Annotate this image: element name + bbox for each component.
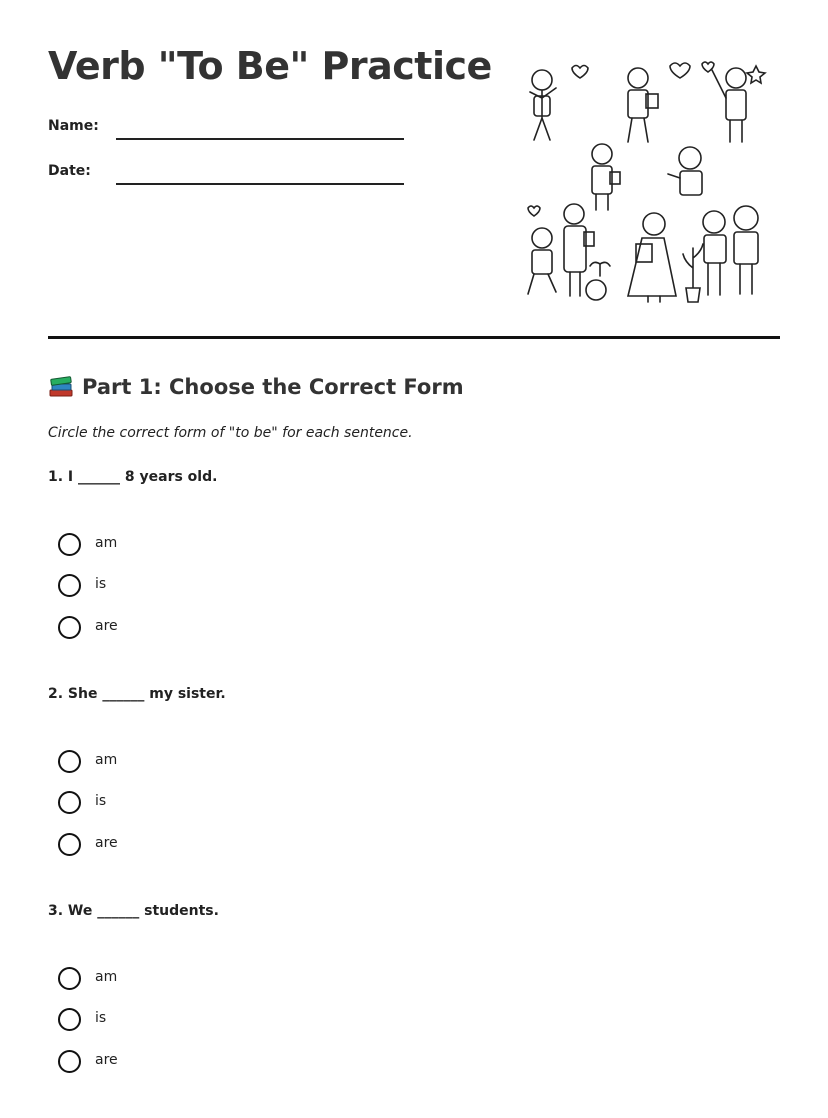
name-field[interactable] [48,118,408,142]
radio-circle[interactable] [58,1050,81,1073]
option-label: is [95,1010,107,1026]
section-divider [48,336,780,339]
option-label: am [95,535,118,551]
radio-circle[interactable] [58,791,81,814]
option-label: are [95,835,118,851]
option-label: is [95,793,107,809]
part1-heading-text: Part 1: Choose the Correct Form [82,375,464,399]
question-text: 3. We ______ students. [48,903,219,919]
question-text: 2. She ______ my sister. [48,686,226,702]
option-label: am [95,752,118,768]
option-label: are [95,618,118,634]
date-line[interactable] [116,183,404,185]
option-label: am [95,969,118,985]
books-icon [48,374,74,403]
question-text: 1. I ______ 8 years old. [48,469,218,485]
radio-circle[interactable] [58,750,81,773]
radio-circle[interactable] [58,967,81,990]
date-label: Date: [48,163,91,179]
radio-circle[interactable] [58,833,81,856]
option-label: is [95,576,107,592]
radio-circle[interactable] [58,533,81,556]
instructions: Circle the correct form of "to be" for each sentence. [48,425,413,441]
radio-circle[interactable] [58,574,81,597]
radio-circle[interactable] [58,1008,81,1031]
children-illustration [520,58,770,310]
page-title: Verb "To Be" Practice [48,44,492,88]
name-line[interactable] [116,138,404,140]
radio-circle[interactable] [58,616,81,639]
option-label: are [95,1052,118,1068]
part1-heading [48,374,464,403]
date-field[interactable] [48,163,408,187]
name-label: Name: [48,118,99,134]
